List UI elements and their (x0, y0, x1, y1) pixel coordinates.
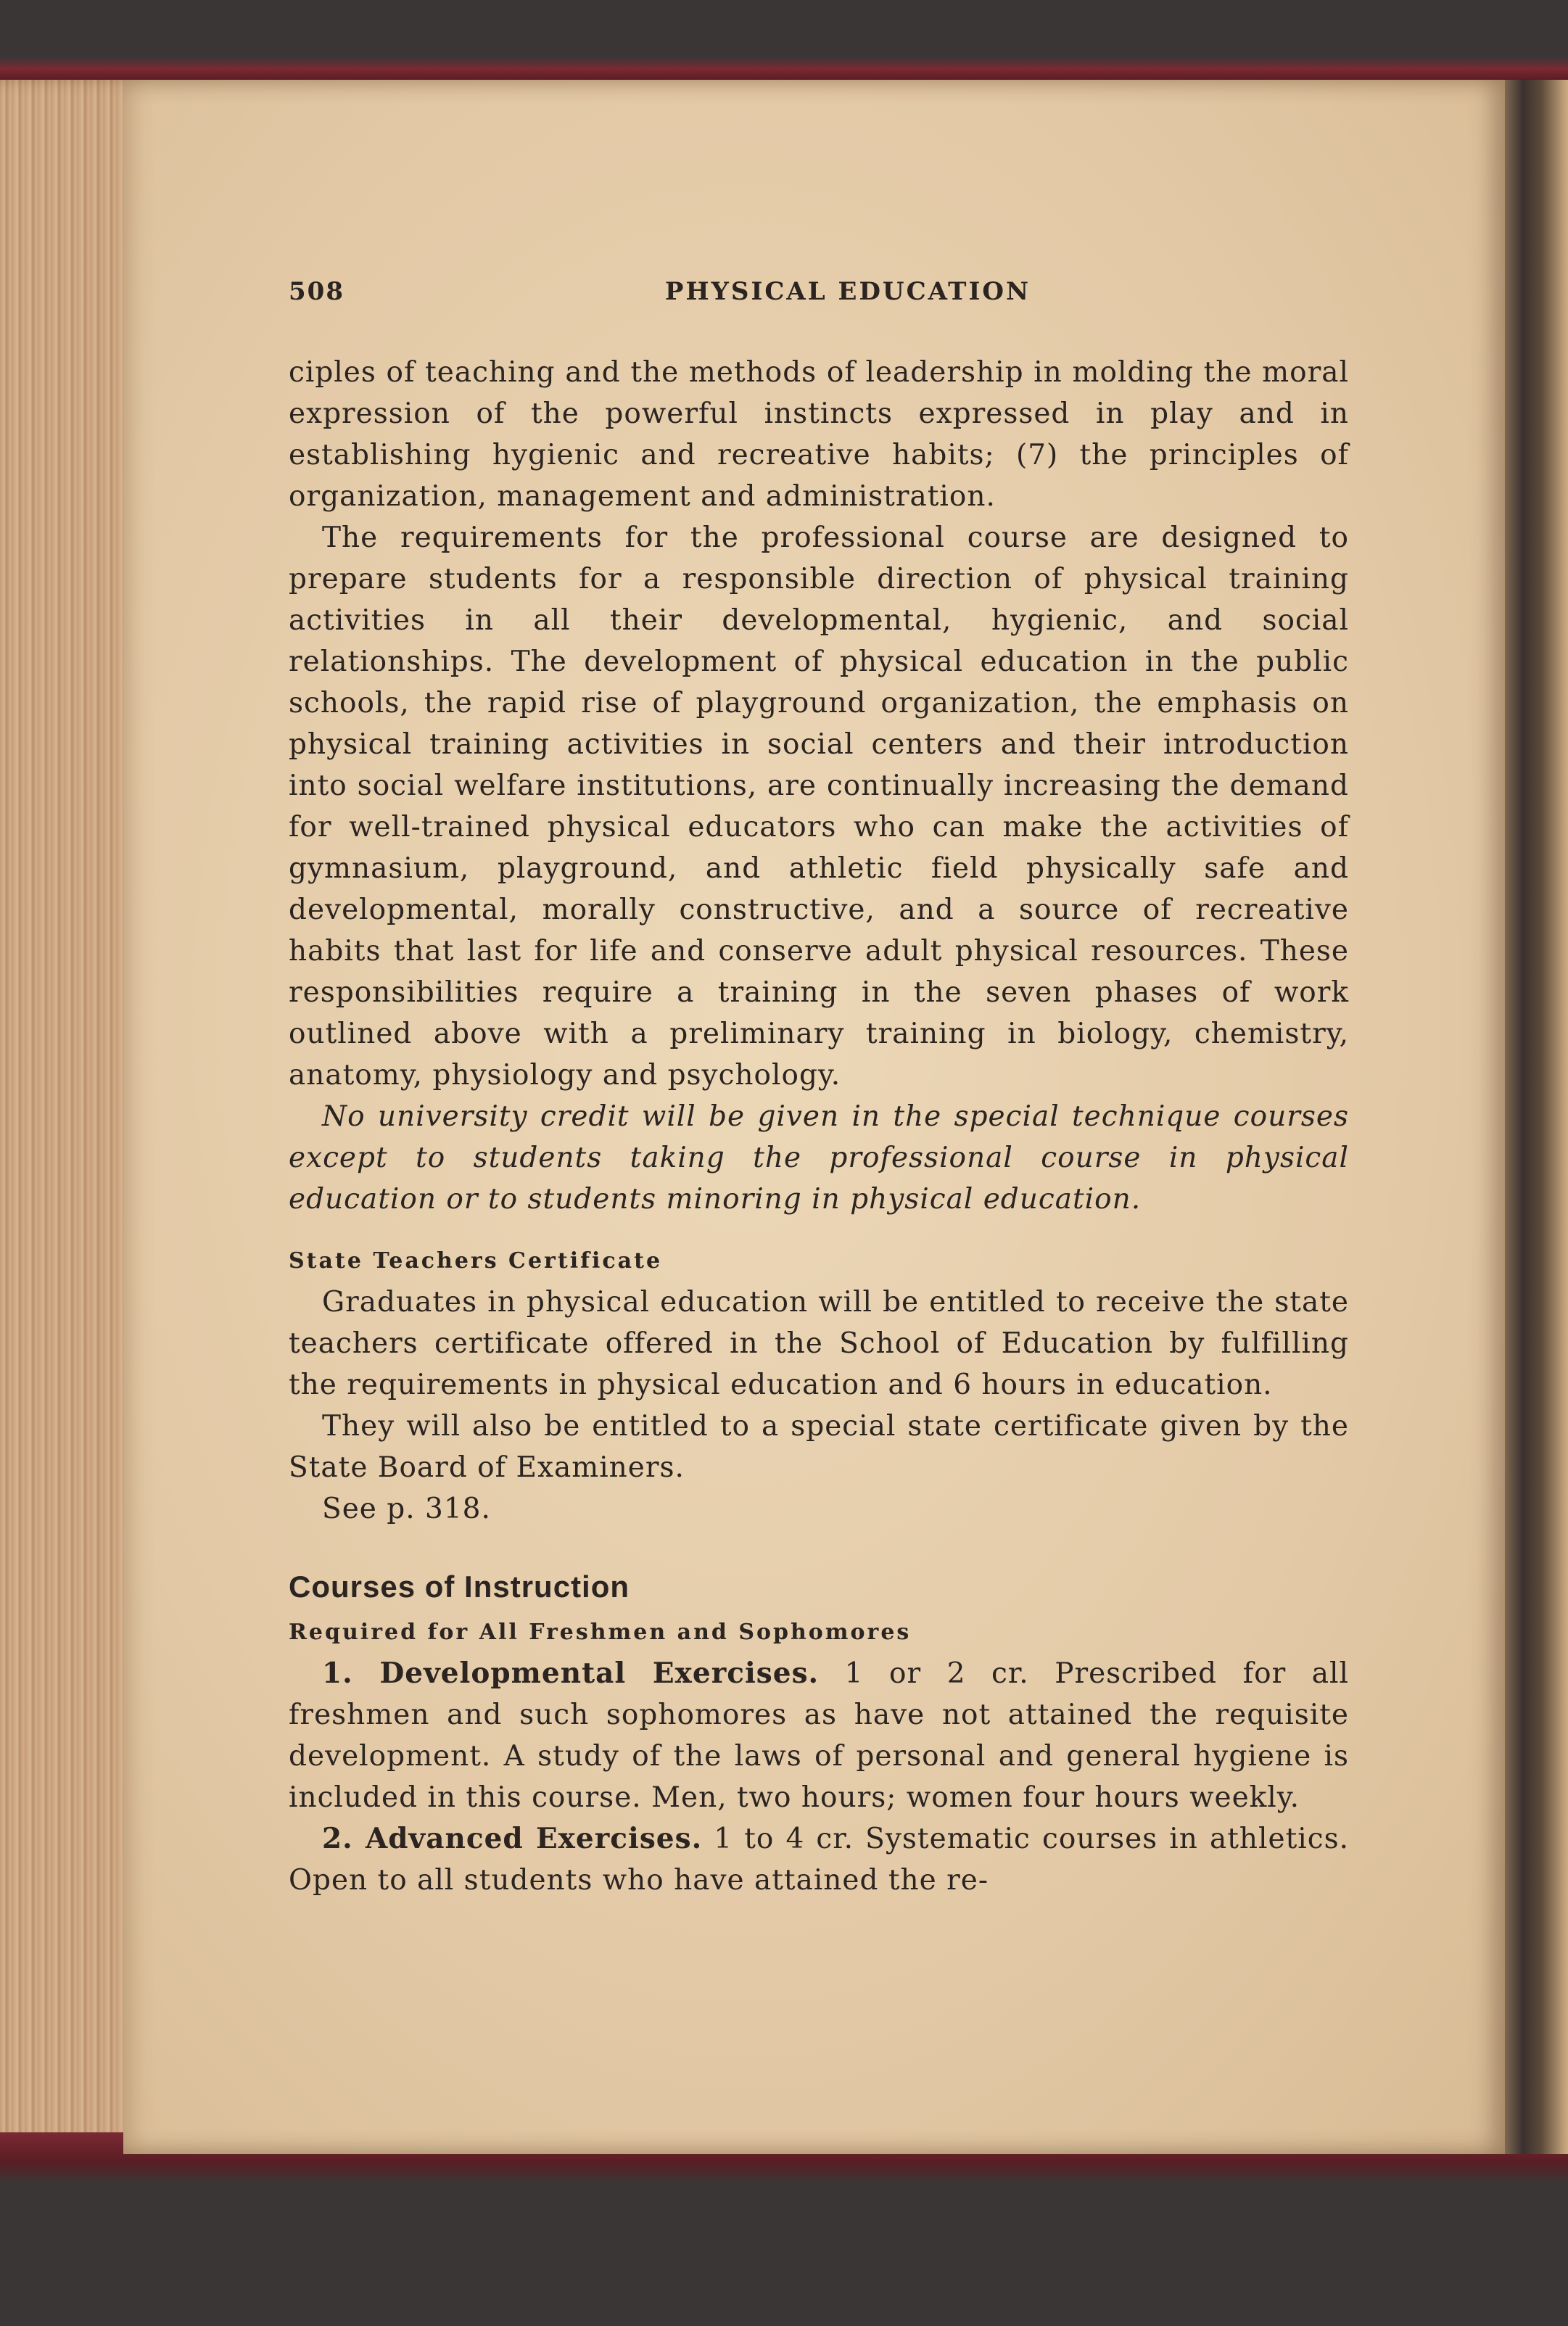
course-entry (289, 1653, 1349, 1818)
paragraph-credit-note: No university credit will be given in the special technique courses except to students taking the professional course in physical education or to students minoring in physical education. (289, 1100, 1349, 1216)
course-description: 1 or 2 cr. Prescribed for all freshmen and such sophomores as have not attained the requisite development. A study of the laws of personal and general hygiene is included in this course. Men, two hours; women four hours weekly. (289, 1657, 1349, 1814)
running-title: PHYSICAL EDUCATION (664, 277, 1031, 306)
book-cover-bottom-edge (0, 2132, 1568, 2326)
page-body (289, 352, 1349, 1901)
course-entry (289, 1818, 1349, 1901)
course-title: 1. Developmental Exercises. (322, 1657, 820, 1690)
page-number: 508 (289, 277, 344, 306)
courses-heading: Courses of Instruction (289, 1570, 630, 1604)
course-description: 1 to 4 cr. Systematic courses in athletics. Open to all students who have attained the re- (289, 1823, 1350, 1897)
course-title: 2. Advanced Exercises. (322, 1822, 703, 1855)
certificate-paragraph-1: Graduates in physical education will be entitled to receive the state teachers certificate offered in the School of Education by fulfilling the requirements in physical education and 6 hours in education. (289, 1286, 1349, 1401)
courses-subheading: Required for All Freshmen and Sophomores (289, 1620, 912, 1645)
paragraph-continuation: ciples of teaching and the methods of leadership in molding the moral expression of the powerful instincts expressed in play and in establishing hygienic and recreative habits; (7) the principles of organization, management and administration. (289, 356, 1349, 513)
certificate-paragraph-2: They will also be entitled to a special state certificate given by the State Board of Examiners. (289, 1410, 1349, 1484)
book-cover-top-edge (0, 0, 1568, 80)
book-gutter (1501, 80, 1568, 2154)
paragraph-requirements: The requirements for the professional course are designed to prepare students for a responsible direction of physical training activities in all their developmental, hygienic, and social relationships. The development of physical education in the public schools, the rapid rise of playground organization, the emphasis on physical training activities in social centers and their introduction into social welfare institutions, are continually increasing the demand for well-trained physical educators who can make the activities of gymnasium, playground, and athletic field physically safe and developmental, morally constructive, and a source of recreative habits that last for life and conserve adult physical resources. These responsibilities require a training in the seven phases of work outlined above with a preliminary training in biology, chemistry, anatomy, physiology and psychology. (289, 521, 1349, 1092)
running-head (289, 277, 1349, 321)
certificate-heading: State Teachers Certificate (289, 1248, 663, 1274)
certificate-see-also: See p. 318. (322, 1493, 491, 1525)
